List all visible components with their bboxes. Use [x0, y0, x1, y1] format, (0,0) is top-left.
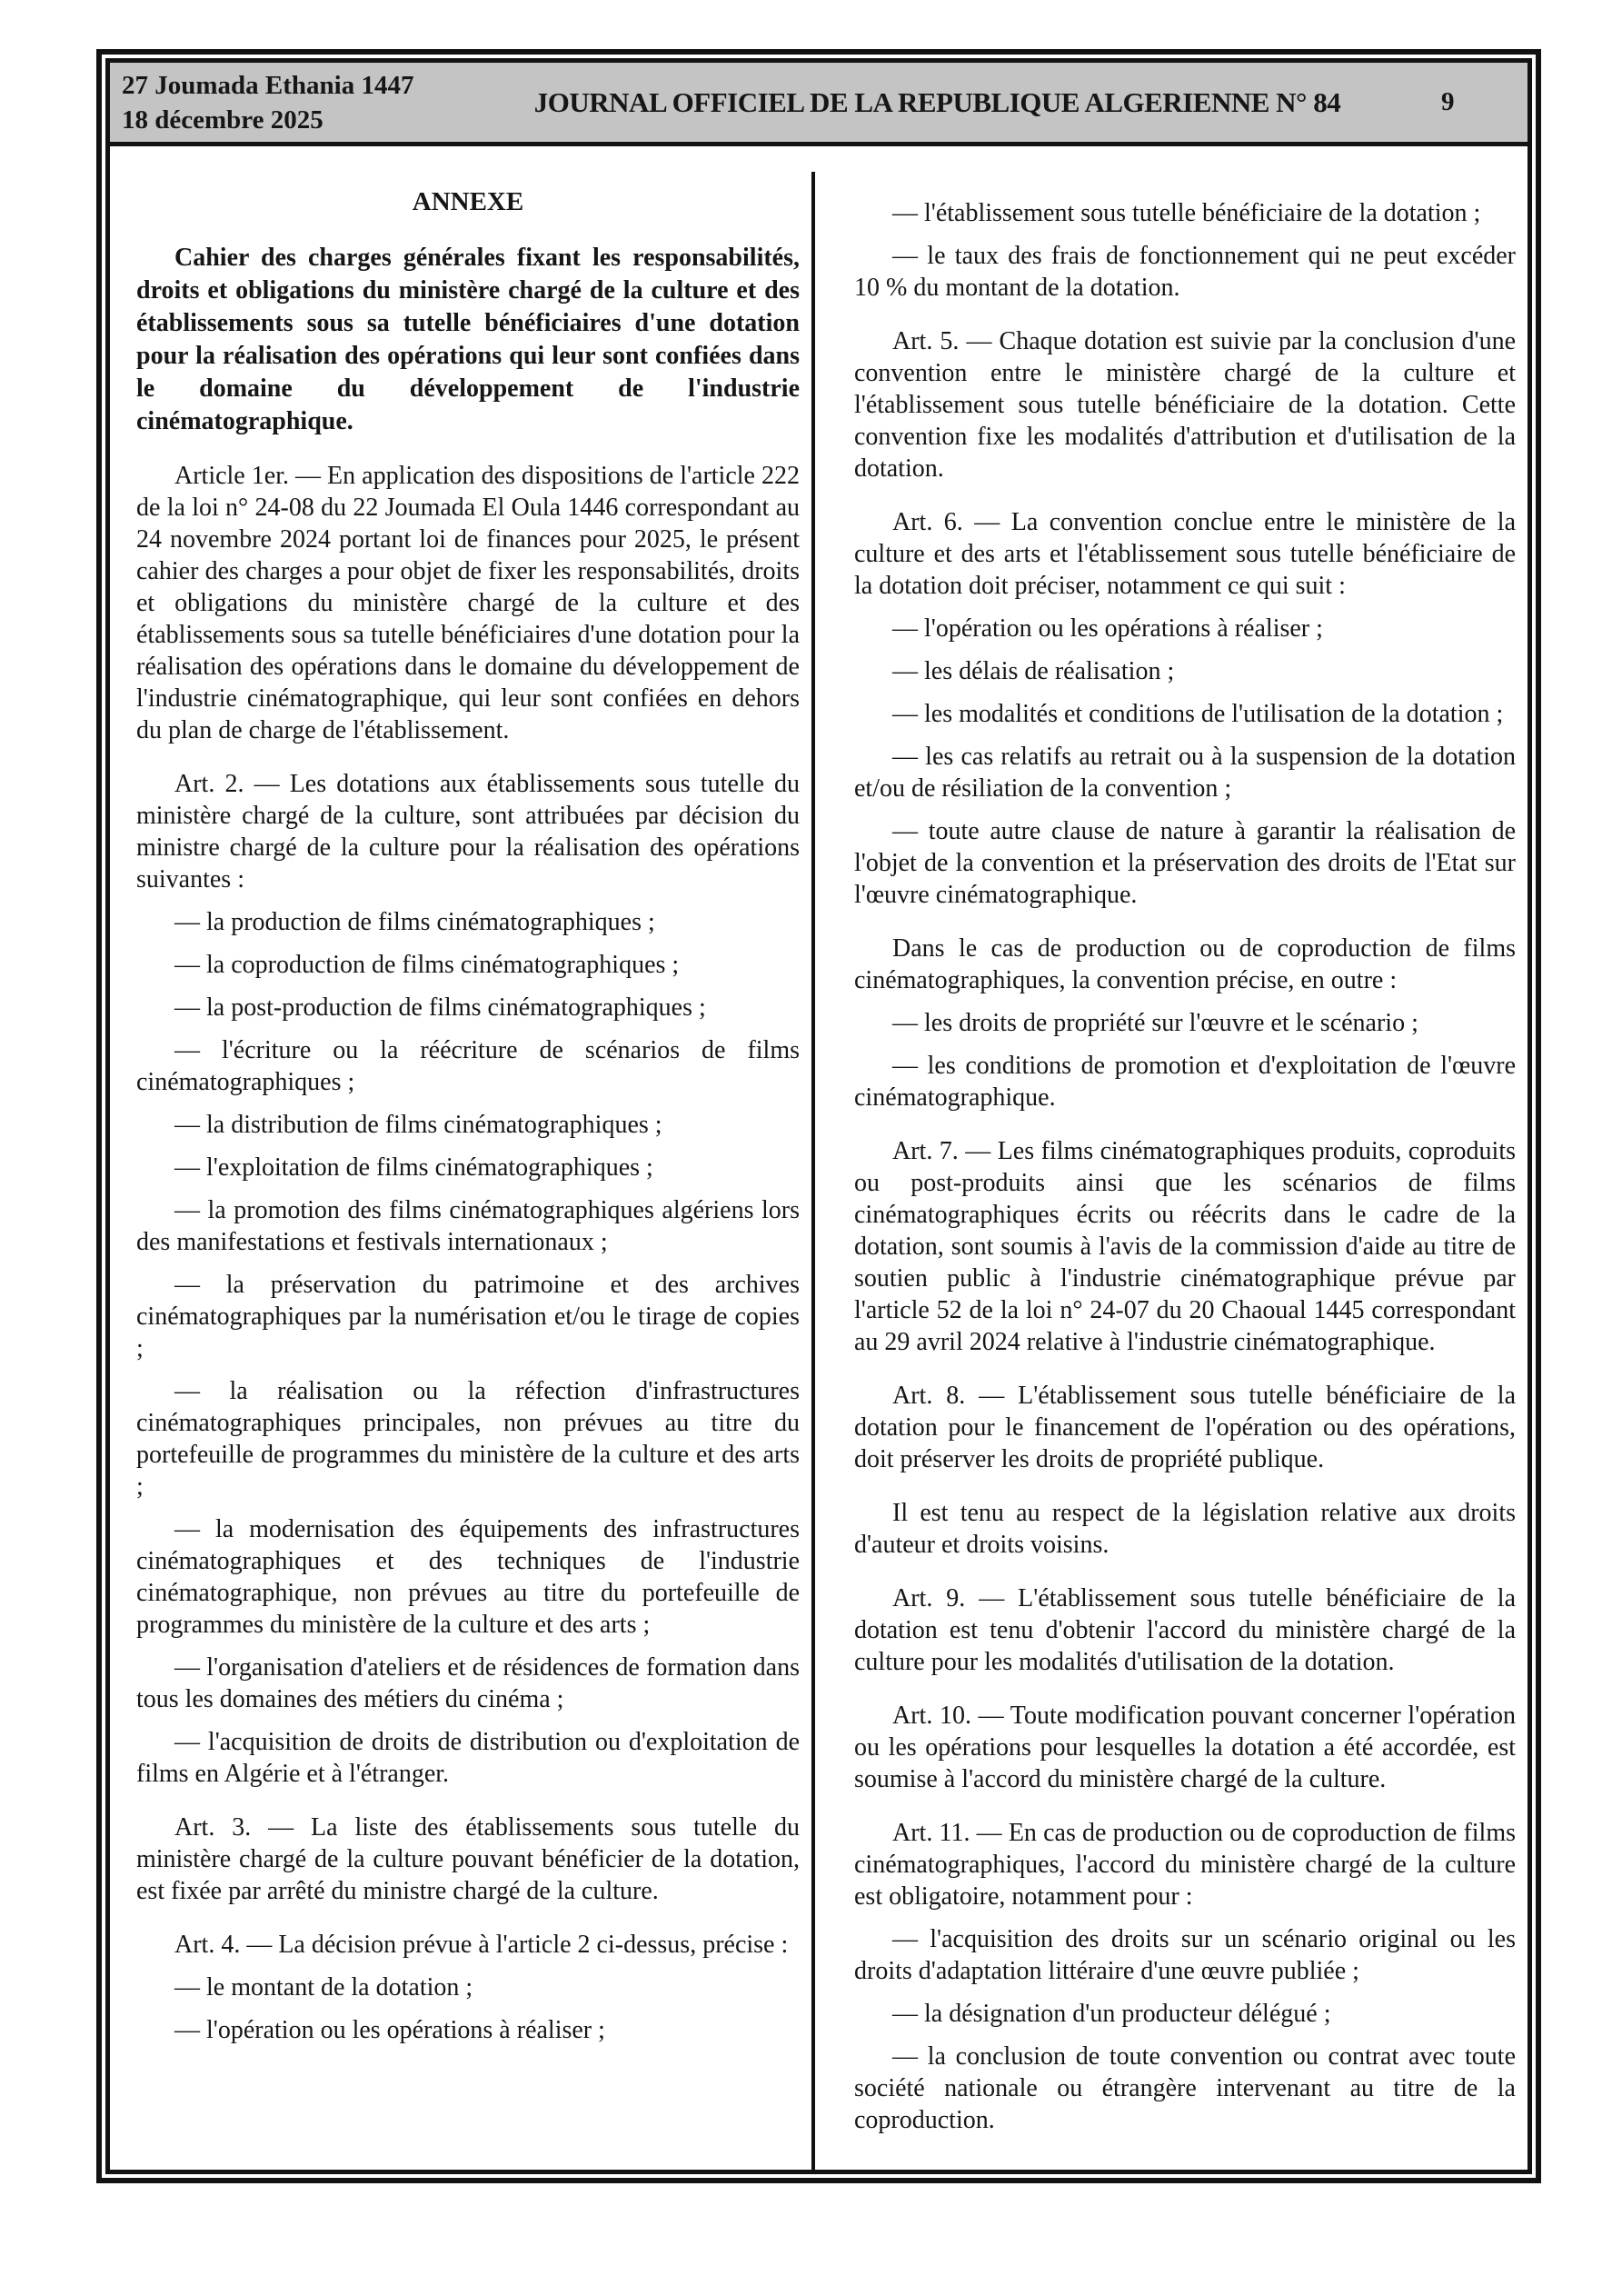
list-item: — l'organisation d'ateliers et de résidences de formation dans tous les domaines des métiers du cinéma ;	[136, 1653, 800, 1713]
left-column-paragraphs	[136, 242, 800, 2046]
document-body	[110, 146, 1527, 2170]
list-item: — le taux des frais de fonctionnement qui ne peut excéder 10 % du montant de la dotation.	[854, 242, 1516, 302]
paragraph: Art. 11. — En cas de production ou de coproduction de films cinématographiques, l'accord du ministère chargé de la culture est obligatoire, notamment pour :	[854, 1819, 1516, 1911]
left-column	[136, 146, 800, 2170]
paragraph: Art. 5. — Chaque dotation est suivie par la conclusion d'une convention entre le ministère chargé de la culture et l'établissement sous tutelle bénéficiaire de la dotation. Cette convention fixe les modalités d'attribution et d'utilisation de la dotation.	[854, 327, 1516, 483]
paragraph: Art. 10. — Toute modification pouvant concerner l'opération ou les opérations pour lesquelles la dotation a été accordée, est soumise à l'accord du ministère chargé de la culture.	[854, 1702, 1516, 1793]
list-item: — la coproduction de films cinématographiques ;	[174, 951, 680, 979]
right-column	[854, 146, 1516, 2170]
list-item: — toute autre clause de nature à garantir la réalisation de l'objet de la convention et la préservation des droits de l'Etat sur l'œuvre cinématographique.	[854, 817, 1516, 909]
list-item: — l'acquisition des droits sur un scénario original ou les droits d'adaptation littéraire d'une œuvre publiée ;	[854, 1925, 1516, 1985]
list-item: — la conclusion de toute convention ou contrat avec toute société nationale ou étrangère intervenant au titre de la coproduction.	[854, 2042, 1516, 2134]
paragraph: Art. 8. — L'établissement sous tutelle bénéficiaire de la dotation pour le financement de l'opération ou des opérations, doit préserver les droits de propriété publique.	[854, 1382, 1516, 1473]
list-item: — les droits de propriété sur l'œuvre et le scénario ;	[892, 1009, 1418, 1037]
list-item: — l'acquisition de droits de distribution ou d'exploitation de films en Algérie et à l'étranger.	[136, 1728, 800, 1788]
paragraph: Art. 2. — Les dotations aux établissements sous tutelle du ministère chargé de la culture, sont attribuées par décision du ministre chargé de la culture pour la réalisation des opérations suivantes :	[136, 770, 800, 893]
paragraph: Art. 6. — La convention conclue entre le ministère de la culture et des arts et l'établissement sous tutelle bénéficiaire de la dotation doit préciser, notamment ce qui suit :	[854, 508, 1516, 600]
list-item: — les cas relatifs au retrait ou à la suspension de la dotation et/ou de résiliation de la convention ;	[854, 743, 1516, 803]
list-item: — la modernisation des équipements des infrastructures cinématographiques et des techniques de l'industrie cinématographique, non prévues au titre du portefeuille de programmes du ministère de la culture et des arts ;	[136, 1515, 800, 1639]
list-item: — la désignation d'un producteur délégué ;	[892, 2000, 1331, 2028]
right-column-paragraphs	[854, 197, 1516, 2136]
page-frame	[96, 49, 1541, 2183]
list-item: — l'établissement sous tutelle bénéficiaire de la dotation ;	[892, 199, 1481, 227]
journal-title: JOURNAL OFFICIEL DE LA REPUBLIQUE ALGERIENNE N° 84	[533, 85, 1341, 118]
column-divider-rule	[811, 172, 815, 2170]
paragraph: Art. 4. — La décision prévue à l'article 2 ci-dessus, précise :	[174, 1931, 789, 1959]
list-item: — la réalisation ou la réfection d'infrastructures cinématographiques principales, non prévues au titre du portefeuille de programmes du ministère de la culture et des arts ;	[136, 1377, 800, 1501]
page-header	[110, 63, 1527, 146]
list-item: — la préservation du patrimoine et des archives cinématographiques par la numérisation et/ou le tirage de copies ;	[136, 1271, 800, 1363]
paragraph: Art. 3. — La liste des établissements sous tutelle du ministère chargé de la culture pouvant bénéficier de la dotation, est fixée par arrêté du ministre chargé de la culture.	[136, 1813, 800, 1905]
list-item: — la promotion des films cinématographiques algériens lors des manifestations et festivals internationaux ;	[136, 1196, 800, 1256]
list-item: — l'exploitation de films cinématographiques ;	[174, 1153, 653, 1182]
date-hijri: 27 Joumada Ethania 1447	[122, 70, 414, 100]
list-item: — les modalités et conditions de l'utilisation de la dotation ;	[892, 700, 1504, 728]
list-item: — le montant de la dotation ;	[174, 1973, 473, 2002]
date-gregorian: 18 décembre 2025	[122, 105, 323, 135]
list-item: — la distribution de films cinématographiques ;	[174, 1111, 662, 1139]
page-number: 9	[1441, 87, 1455, 116]
paragraph: Il est tenu au respect de la législation relative aux droits d'auteur et droits voisins.	[854, 1499, 1516, 1559]
list-item: — la post-production de films cinématographiques ;	[174, 993, 706, 1022]
list-item: — les conditions de promotion et d'exploitation de l'œuvre cinématographique.	[854, 1052, 1516, 1112]
paragraph: Dans le cas de production ou de coproduction de films cinématographiques, la convention précise, en outre :	[854, 934, 1516, 994]
list-item: — les délais de réalisation ;	[892, 657, 1175, 685]
inner-frame	[105, 58, 1532, 2174]
paragraph: Article 1er. — En application des dispositions de l'article 222 de la loi n° 24-08 du 22 Joumada El Oula 1446 correspondant au 24 novembre 2024 portant loi de finances pour 2025, le présent cahier des charges a pour objet de fixer les responsabilités, droits et obligations du ministère chargé de la culture et des établissements sous sa tutelle bénéficiaires d'une dotation pour la réalisation des opérations dans le domaine du développement de l'industrie cinématographique, qui leur sont confiées en dehors du plan de charge de l'établissement.	[136, 462, 800, 744]
paragraph: Cahier des charges générales fixant les responsabilités, droits et obligations du ministère chargé de la culture et des établissements sous sa tutelle bénéficiaires d'une dotation pour la réalisation des opérations qui leur sont confiées dans le domaine du développement de l'industrie cinématographique.	[136, 244, 800, 435]
paragraph: Art. 7. — Les films cinématographiques produits, coproduits ou post-produits ainsi que les scénarios de films cinématographiques écrits ou réécrits dans le cadre de la dotation, sont soumis à l'avis de la commission d'aide au titre de soutien public à l'industrie cinématographique prévue par l'article 52 de la loi n° 24-07 du 20 Chaoual 1445 correspondant au 29 avril 2024 relative à l'industrie cinématographique.	[854, 1137, 1516, 1356]
header-dates	[110, 68, 444, 137]
list-item: — la production de films cinématographiques ;	[174, 908, 655, 936]
list-item: — l'opération ou les opérations à réaliser ;	[892, 614, 1323, 643]
list-item: — l'écriture ou la réécriture de scénarios de films cinématographiques ;	[136, 1036, 800, 1096]
list-item: — l'opération ou les opérations à réaliser ;	[174, 2016, 605, 2044]
paragraph: Art. 9. — L'établissement sous tutelle bénéficiaire de la dotation est tenu d'obtenir l'accord du ministère chargé de la culture pour les modalités d'utilisation de la dotation.	[854, 1584, 1516, 1676]
annexe-heading: ANNEXE	[412, 187, 524, 216]
